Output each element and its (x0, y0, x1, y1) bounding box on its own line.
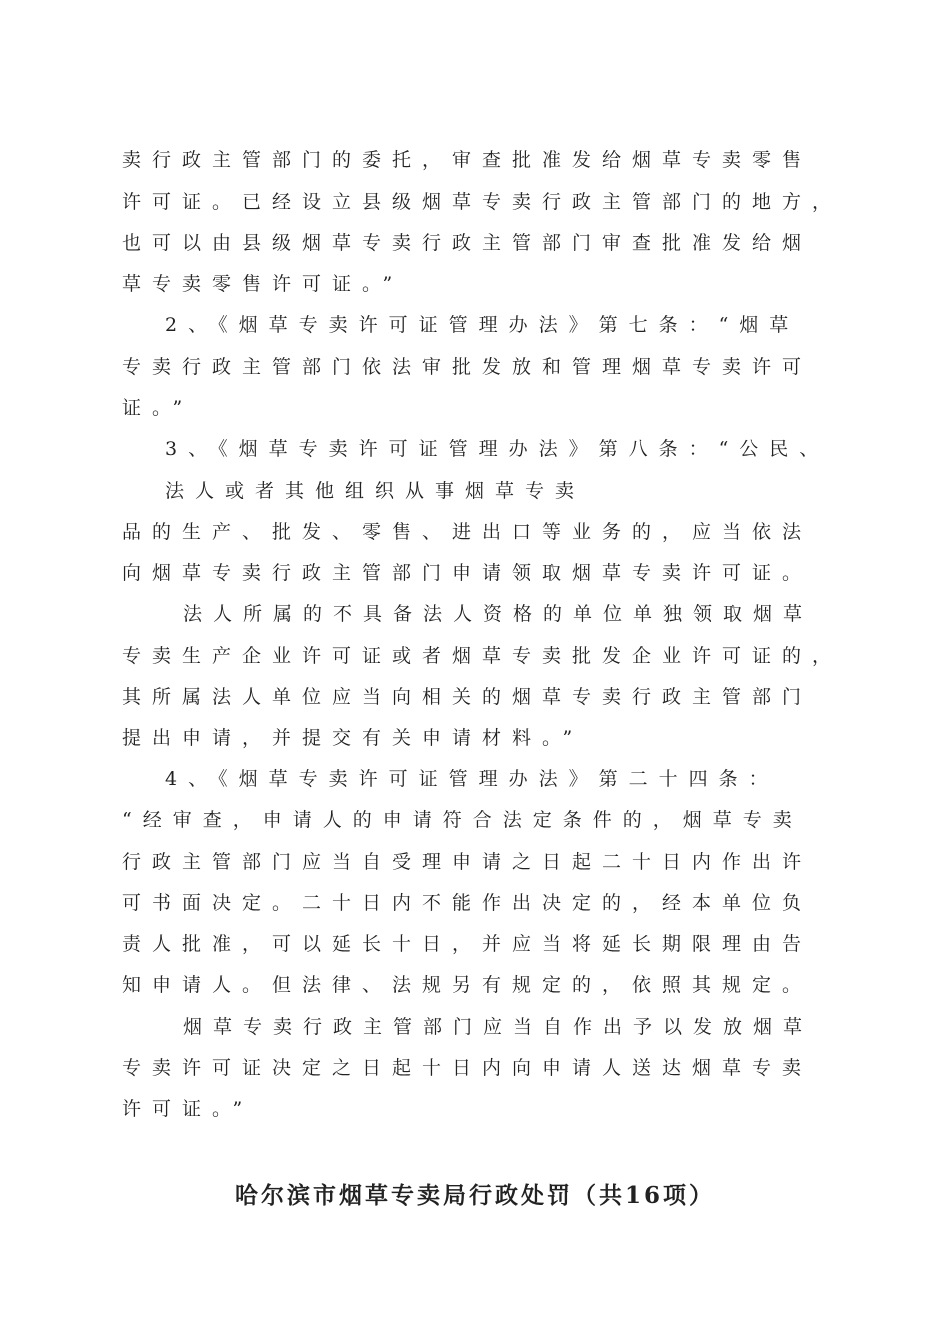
text-line-7: 证。” (122, 397, 194, 419)
text-line-22: 烟草专卖行政主管部门应当自作出予以发放烟草 (183, 1016, 814, 1038)
text-line-2: 许可证。已经设立县级烟草专卖行政主管部门的地方， (122, 191, 843, 213)
text-line-3: 也可以由县级烟草专卖行政主管部门审查批准发给烟 (122, 232, 813, 254)
text-line-9: 法人或者其他组织从事烟草专卖 (165, 480, 586, 502)
text-line-5: 2、《烟草专卖许可证管理办法》第七条：“烟草 (165, 314, 800, 336)
section-title: 哈尔滨市烟草专卖局行政处罚（共16项） (234, 1182, 715, 1209)
text-line-8: 3、《烟草专卖许可证管理办法》第八条：“公民、 (165, 438, 830, 460)
text-line-10: 品的生产、批发、零售、进出口等业务的，应当依法 (122, 521, 813, 543)
text-line-4: 草专卖零售许可证。” (122, 273, 404, 295)
text-line-11: 向烟草专卖行政主管部门申请领取烟草专卖许可证。 (122, 562, 813, 584)
text-line-12: 法人所属的不具备法人资格的单位单独领取烟草 (183, 603, 814, 625)
text-line-6: 专卖行政主管部门依法审批发放和管理烟草专卖许可 (122, 356, 813, 378)
text-line-15: 提出申请，并提交有关申请材料。” (122, 727, 584, 749)
text-line-13: 专卖生产企业许可证或者烟草专卖批发企业许可证的， (122, 645, 843, 667)
text-line-17: “经审查，申请人的申请符合法定条件的，烟草专卖 (122, 809, 803, 831)
text-line-16: 4、《烟草专卖许可证管理办法》第二十四条： (165, 768, 779, 790)
text-line-21: 知申请人。但法律、法规另有规定的，依照其规定。 (122, 974, 813, 996)
text-line-23: 专卖许可证决定之日起十日内向申请人送达烟草专卖 (122, 1057, 813, 1079)
text-line-1: 卖行政主管部门的委托，审查批准发给烟草专卖零售 (122, 149, 813, 171)
text-line-18: 行政主管部门应当自受理申请之日起二十日内作出许 (122, 851, 813, 873)
text-line-19: 可书面决定。二十日内不能作出决定的，经本单位负 (122, 892, 813, 914)
text-line-20: 责人批准，可以延长十日，并应当将延长期限理由告 (122, 933, 813, 955)
text-line-24: 许可证。” (122, 1098, 254, 1120)
text-line-14: 其所属法人单位应当向相关的烟草专卖行政主管部门 (122, 686, 813, 708)
